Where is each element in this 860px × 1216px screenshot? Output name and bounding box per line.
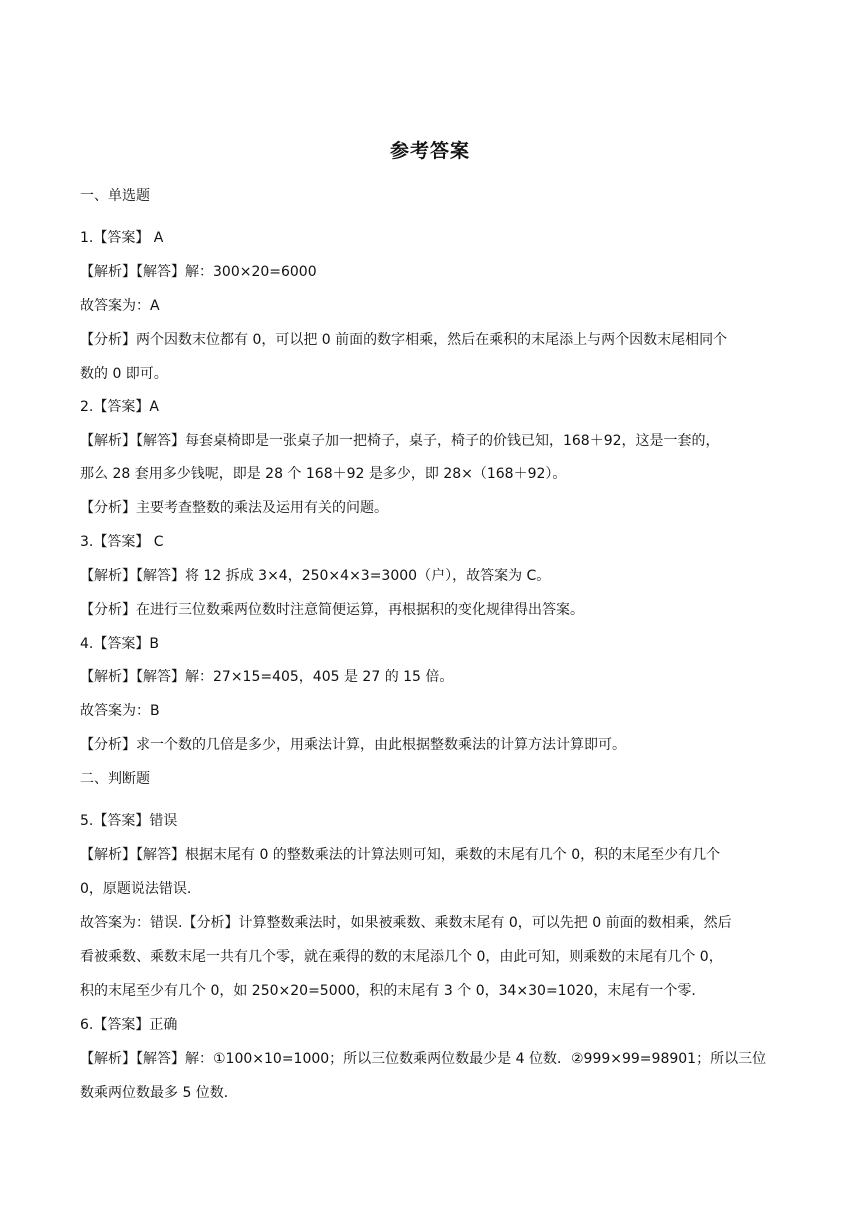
answer-2: 2.【答案】A [80,399,159,415]
analysis-2: 【分析】主要考查整数的乘法及运用有关的问题。 [80,500,388,516]
answer-6: 6.【答案】正确 [80,1017,178,1033]
explanation-6-line-2: 数乘两位数最多 5 位数． [80,1085,238,1101]
explanation-3: 【解析】【解答】将 12 拆成 3×4，250×4×3=3000（户），故答案为 C。 [80,568,551,584]
analysis-1-line-1: 【分析】两个因数末位都有 0，可以把 0 前面的数字相乘，然后在乘积的末尾添上与两个因数末尾相同个 [80,332,728,348]
explanation-6-line-1: 【解析】【解答】解：①100×10=1000；所以三位数乘两位数最少是 4 位数．②999×99=98901；所以三位 [80,1051,767,1067]
analysis-1-line-2: 数的 0 即可。 [80,366,168,382]
page-title: 参考答案 [389,140,470,162]
answer-1: 1.【答案】 A [80,230,164,246]
analysis-4: 【分析】求一个数的几倍是多少，用乘法计算，由此根据整数乘法的计算方法计算即可。 [80,737,626,753]
explanation-4: 【解析】【解答】解：27×15=405，405 是 27 的 15 倍。 [80,669,454,685]
conclusion-5-line-2: 看被乘数、乘数末尾一共有几个零，就在乘得的数的末尾添几个 0，由此可知，则乘数的末尾有几个 0， [80,949,723,965]
answer-4: 4.【答案】B [80,636,159,652]
analysis-3: 【分析】在进行三位数乘两位数时注意简便运算，再根据积的变化规律得出答案。 [80,602,584,618]
answer-3: 3.【答案】 C [80,534,164,550]
explanation-2-line-1: 【解析】【解答】每套桌椅即是一张桌子加一把椅子，桌子，椅子的价钱已知，168＋92，这是一套的， [80,433,720,449]
explanation-5-line-2: 0，原题说法错误. [80,881,192,897]
section-heading-single-choice: 一、单选题 [80,188,150,204]
conclusion-5-line-1: 故答案为：错误.【分析】计算整数乘法时，如果被乘数、乘数末尾有 0，可以先把 0 前面的数相乘，然后 [80,915,732,931]
explanation-2-line-2: 那么 28 套用多少钱呢，即是 28 个 168＋92 是多少，即 28×（168＋92）。 [80,466,567,482]
conclusion-4: 故答案为：B [80,703,160,719]
conclusion-5-line-3: 积的末尾至少有几个 0，如 250×20=5000，积的末尾有 3 个 0，34×30=1020，末尾有一个零. [80,983,696,999]
section-heading-true-false: 二、判断题 [80,771,150,787]
explanation-1: 【解析】【解答】解：300×20=6000 [80,264,317,280]
conclusion-1: 故答案为：A [80,298,160,314]
explanation-5-line-1: 【解析】【解答】根据末尾有 0 的整数乘法的计算法则可知，乘数的末尾有几个 0，积的末尾至少有几个 [80,847,721,863]
answer-5: 5.【答案】错误 [80,813,178,829]
